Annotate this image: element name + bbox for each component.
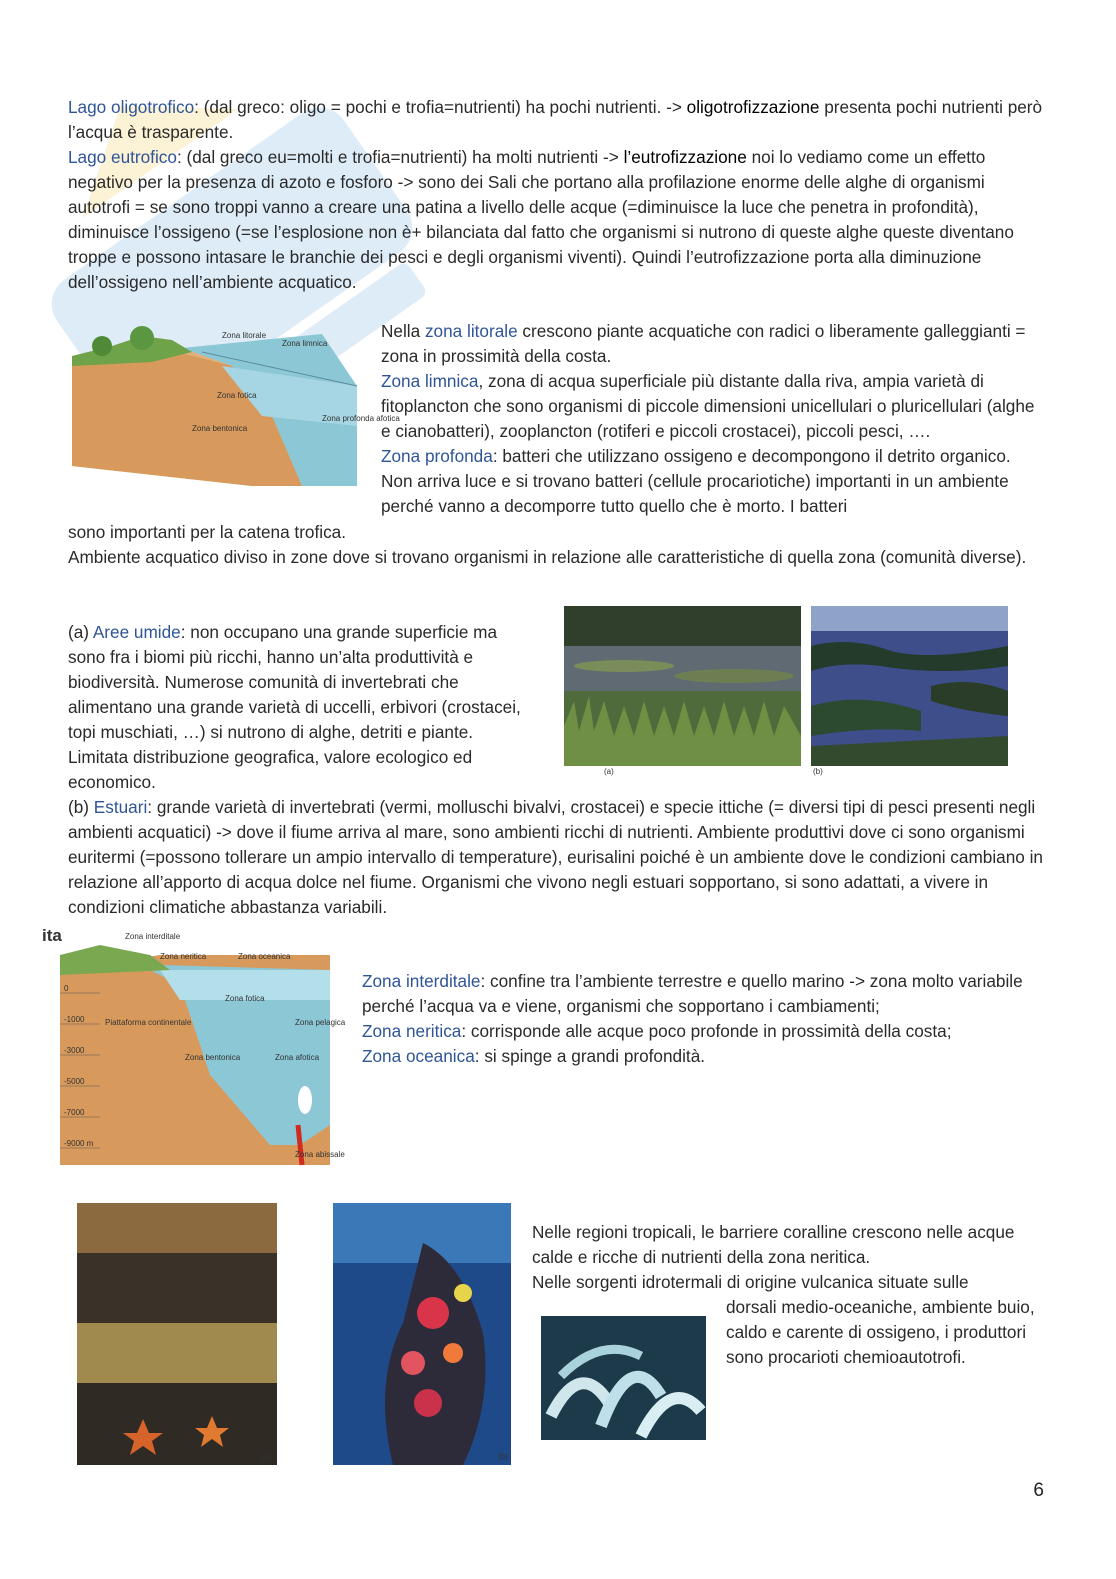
term-zona-limnica: Zona limnica [381,371,479,391]
lake-label-profonda: Zona profonda afotica [322,414,400,423]
ocean-label-bentonica: Zona bentonica [185,1053,241,1062]
term-eutrofizzazione: l’eutrofizzazione [623,147,747,167]
vent-paragraph: dorsali medio-oceaniche, ambiente buio, caldo e carente di ossigeno, i produttori sono procarioti chemioautotrofi. [726,1297,1035,1367]
ocean-label-neritica: Zona neritica [160,952,207,961]
depth-label: -7000 [64,1108,85,1117]
ocean-zones-paragraph: Zona interditale: confine tra l’ambiente terrestre e quello marino -> zona molto variabile perché l’acqua va e viene, organismi che sopportano i cambiamenti; Zona neritica: corrisponde alle acque poco profonde in prossimità della costa; Zona oceanica: si spinge a grandi profondità. [362,971,1023,1066]
ocean-corner-text: ita [42,926,62,945]
wetland-photo-a-label: (a) [604,767,614,776]
wetland-photo-a [564,606,801,776]
depth-label: -3000 [64,1046,85,1055]
intro-paragraph: Lago oligotrofico: (dal greco: oligo = pochi e trofia=nutrienti) ha pochi nutrienti. -> oligotrofizzazione presenta pochi nutrienti però l’acqua è trasparente. Lago eutrofico: (dal greco eu=molti e trofia=nutrienti) ha molti nutrienti -> l’eutrofizzazione noi lo vediamo come un effetto negativo per la presenza di azoto e fosforo -> sono dei Sali che portano alla profilazione enorme delle alghe di organismi autotrofi = se sono troppi vanno a creare una patina a livello delle acque (=diminuisce la luce che penetra in profondità), diminuisce l’ossigeno (=se l’esplosione non è+ bilanciata dal fatto che organismi si nutrono di queste alghe queste diventano troppe e possono intasare le branchie dei pesci e degli organismi viventi). Quindi l’eutrofizzazione porta alla diminuzione dell’ossigeno nell’ambiente acquatico. [68,97,1043,292]
ocean-label-fotica: Zona fotica [225,994,265,1003]
ocean-zones-diagram [40,925,346,1175]
ocean-label-piattaforma: Piattaforma continentale [105,1018,192,1027]
ocean-label-abissale: Zona abissale [295,1150,345,1159]
lake-label-bentonica: Zona bentonica [192,424,248,433]
term-lago-eutrofico: Lago eutrofico [68,147,177,167]
term-lago-oligotrofico: Lago oligotrofico [68,97,195,117]
term-zona-neritica: Zona neritica [362,1021,462,1041]
term-estuari: Estuari [93,797,148,817]
lake-zones-paragraph: Nella zona litorale crescono piante acquatiche con radici o liberamente galleggianti = zona in prossimità della costa. Zona limnica, zona di acqua superficiale più distante dalla riva, ampia varietà di fitoplancton che sono organismi di piccole dimensioni unicellulari o pluricellulari (alghe e cianobatteri), zooplancton (rotiferi e piccoli crostacei), piccoli pesci, …. Zona profonda: batteri che utilizzano ossigeno e decompongono il detrito organico. Non arriva luce e si trovano batteri (cellule procariotiche) importanti in un ambiente perché vanno a decomporre tutto quello che è morto. I batteri [381,321,1035,516]
ocean-label-pelagica: Zona pelagica [295,1018,346,1027]
lake-label-limnica: Zona limnica [282,339,328,348]
term-aree-umide: Aree umide [92,622,181,642]
page-number: 6 [1033,1480,1044,1501]
depth-label: -5000 [64,1077,85,1086]
lake-label-fotica: Zona fotica [217,391,257,400]
lake-zones-diagram [72,326,400,492]
wetlands-paragraph: (a) Aree umide: non occupano una grande superficie ma sono fra i biomi più ricchi, hanno un’alta produttività e biodiversità. Numerose comunità di invertebrati che alimentano una grande varietà di uccelli, erbivori (crostacei, topi muschiati, …) si nutrono di alghe, detriti e piante. Limitata distribuzione geografica, valore ecologico ed economico. [68,622,521,792]
term-zona-interditale: Zona interditale [362,971,481,991]
hydrothermal-vent-photo [541,1316,706,1440]
estuaries-paragraph: (b) Estuari: grande varietà di invertebrati (vermi, molluschi bivalvi, crostacei) e specie ittiche (= diversi tipi di pesci presenti negli ambienti acquatici) -> dove il fiume arriva al mare, sono ambienti ricchi di nutrienti. Ambiente produttivi dove ci sono organismi euritermi (=possono tollerare un ampio intervallo di temperature), eurisalini poiché è un ambiente dove le condizioni cambiano in relazione all’apporto di acqua dolce nel fiume. Organismi che vivono negli estuari sopportano, si sono adattati, a vivere in condizioni climatiche abbastanza variabili. [68,797,1043,917]
wetland-photo-b [811,606,1008,776]
intertidal-photo-label: (a) [262,1452,272,1461]
term-oligotrofizzazione: oligotrofizzazione [686,97,820,117]
depth-label: -1000 [64,1015,85,1024]
depth-label: 0 [64,984,69,993]
wetland-photo-b-label: (b) [813,767,823,776]
lake-zones-continued: sono importanti per la catena trofica. Ambiente acquatico diviso in zone dove si trovano organismi in relazione alle caratteristiche di quella zona (comunità diverse). [68,522,1027,567]
ocean-label-oceanica: Zona oceanica [238,952,291,961]
coral-reef-photo [333,1203,511,1465]
depth-label: -9000 m [64,1139,94,1148]
lake-label-litorale: Zona litorale [222,331,267,340]
term-zona-profonda: Zona profonda [381,446,493,466]
coral-reef-photo-label: (b) [498,1452,508,1461]
intertidal-photo [77,1203,277,1465]
term-zona-oceanica: Zona oceanica [362,1046,475,1066]
reef-paragraph: Nelle regioni tropicali, le barriere coralline crescono nelle acque calde e ricche di nutrienti della zona neritica. Nelle sorgenti idrotermali di origine vulcanica situate sulle [532,1222,1015,1292]
ocean-label-afotica: Zona afotica [275,1053,320,1062]
term-zona-litorale: zona litorale [424,321,518,341]
ocean-label-interditale: Zona interditale [125,932,181,941]
